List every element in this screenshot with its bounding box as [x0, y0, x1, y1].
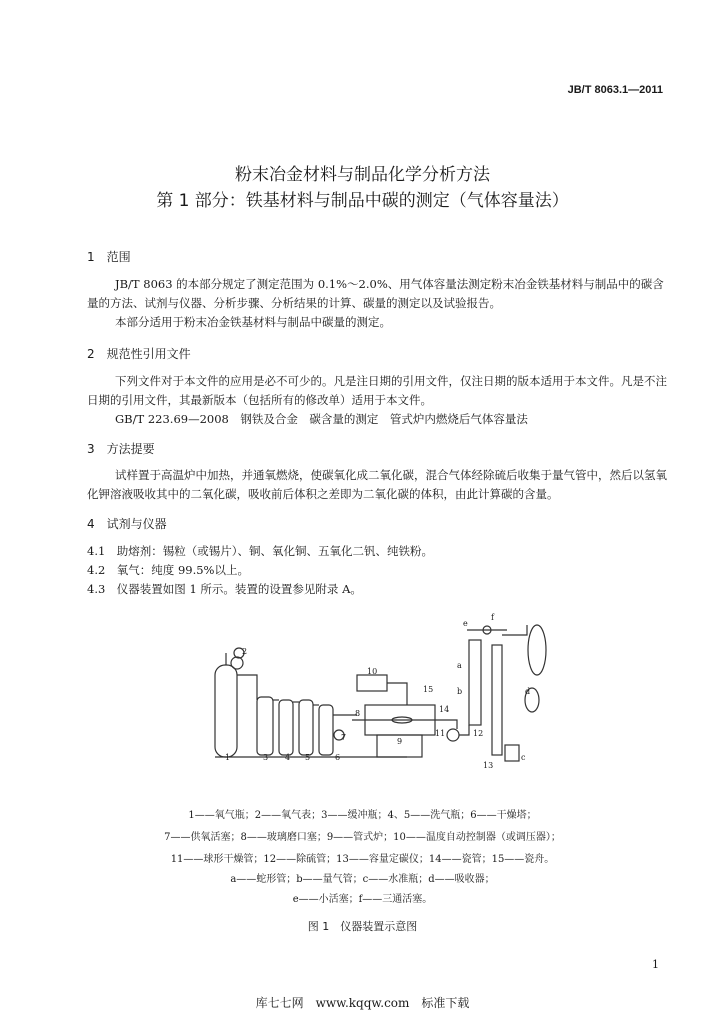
item-4-1: 4.1 助熔剂：锡粒（或锡片）、铜、氧化铜、五氧化二钒、纯铁粉。 [87, 544, 434, 558]
section-2-paragraph-1: 下列文件对于本文件的应用是必不可少的。凡是注日期的引用文件，仅注日期的版本适用于本文件。凡是不注日期的引用文件，其最新版本（包括所有的修改单）适用于本文件。 [87, 374, 667, 407]
footer-watermark: 库七七网 www.kqqw.com 标准下载 [255, 996, 470, 1010]
section-3-heading: 3 方法提要 [87, 442, 155, 456]
label-12: 12 [473, 729, 484, 738]
label-10: 10 [367, 667, 378, 676]
section-1-paragraph-1: JB/T 8063 的本部分规定了测定范围为 0.1%～2.0%、用气体容量法测定粉末冶金铁基材料与制品中的碳含量的方法、试剂与仪器、分析步骤、分析结果的计算、碳量的测定以及试验报告。 [87, 277, 664, 310]
label-f: f [491, 613, 494, 622]
label-3: 3 [263, 753, 269, 762]
section-3-paragraph: 试样置于高温炉中加热，并通氧燃烧，使碳氧化成二氧化碳，混合气体经除硫后收集于量气管中，然后以氢氧化钾溶液吸收其中的二氧化碳，吸收前后体积之差即为二氧化碳的体积，由此计算碳的含量。 [87, 468, 667, 501]
section-1-paragraph-2: 本部分适用于粉末冶金铁基材料与制品中碳量的测定。 [115, 315, 391, 329]
label-4: 4 [285, 753, 291, 762]
section-2-reference: GB/T 223.69—2008 钢铁及合金 碳含量的测定 管式炉内燃烧后气体容量法 [115, 412, 528, 426]
figure-legend-line-1: 1——氧气瓶；2——氧气表；3——缓冲瓶；4、5——洗气瓶；6——干燥塔； [188, 810, 537, 821]
label-2: 2 [242, 647, 248, 656]
item-4-2: 4.2 氧气：纯度 99.5%以上。 [87, 563, 249, 577]
section-4-heading: 4 试剂与仪器 [87, 517, 167, 531]
title-line-1: 粉末冶金材料与制品化学分析方法 [235, 165, 490, 185]
figure-caption: 图 1 仪器装置示意图 [307, 920, 418, 933]
label-8: 8 [355, 709, 361, 718]
section-1-heading: 1 范围 [87, 250, 131, 264]
item-4-3: 4.3 仪器装置如图 1 所示。装置的设置参见附录 A。 [87, 582, 362, 596]
title-line-2: 第 1 部分：铁基材料与制品中碳的测定（气体容量法） [156, 191, 569, 211]
label-5: 5 [305, 753, 311, 762]
label-a: a [457, 661, 462, 670]
figure-legend-line-4: a——蛇形管；b——量气管；c——水准瓶；d——吸收器； [230, 874, 495, 885]
label-b: b [457, 687, 463, 696]
label-7: 7 [341, 733, 347, 742]
document-code: JB/T 8063.1—2011 [567, 84, 663, 96]
label-d: d [525, 687, 531, 696]
label-14: 14 [439, 705, 450, 714]
label-e: e [463, 619, 468, 628]
label-9: 9 [397, 737, 403, 746]
section-2-heading: 2 规范性引用文件 [87, 347, 191, 361]
page-number: 1 [652, 958, 659, 971]
label-1: 1 [225, 753, 231, 762]
label-13: 13 [483, 761, 494, 770]
label-15: 15 [423, 685, 434, 694]
label-c: c [521, 753, 526, 762]
label-11: 11 [435, 729, 446, 738]
figure-legend-line-3: 11——球形干燥管；12——除硫管；13——容量定碳仪；14——瓷管；15——瓷舟。 [170, 854, 555, 865]
diagram-labels [207, 605, 552, 770]
figure-legend-line-5: e——小活塞；f——三通活塞。 [292, 894, 433, 905]
label-6: 6 [335, 753, 341, 762]
figure-legend-line-2: 7——供氧活塞；8——玻璃磨口塞；9——管式炉；10——温度自动控制器（或调压器）； [164, 832, 561, 843]
